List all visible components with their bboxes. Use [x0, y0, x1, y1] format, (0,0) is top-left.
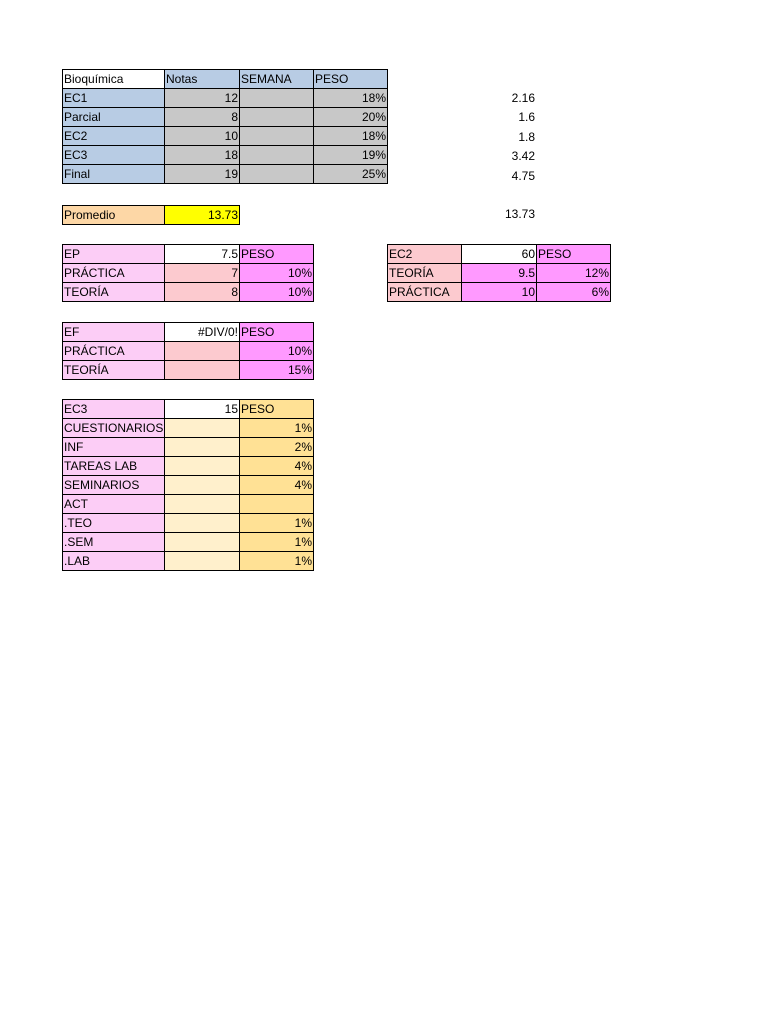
table-row	[63, 165, 388, 184]
row-nota[interactable]: 12	[165, 89, 240, 108]
ep-header-row	[63, 245, 314, 264]
calc-ec3[interactable]: 3.42	[511, 149, 535, 163]
ep-label[interactable]: EP	[63, 245, 165, 264]
calc-final[interactable]: 4.75	[511, 169, 535, 183]
row-label[interactable]: TEORÍA	[63, 283, 165, 302]
row-peso[interactable]: 19%	[314, 146, 388, 165]
ec3-label[interactable]: EC3	[63, 400, 165, 419]
ec2-header-row	[388, 245, 611, 264]
row-value[interactable]: 8	[165, 283, 240, 302]
row-label[interactable]: Parcial	[63, 108, 165, 127]
ec2-peso-header[interactable]: PESO	[537, 245, 611, 264]
ef-label[interactable]: EF	[63, 323, 165, 342]
row-peso[interactable]: 10%	[240, 283, 314, 302]
table-row	[63, 438, 314, 457]
table-row	[388, 264, 611, 283]
row-label[interactable]: TAREAS LAB	[63, 457, 165, 476]
row-label[interactable]: INF	[63, 438, 165, 457]
row-value[interactable]: 7	[165, 264, 240, 283]
row-peso[interactable]	[240, 495, 314, 514]
ef-header-row	[63, 323, 314, 342]
row-value[interactable]	[165, 457, 240, 476]
promedio-row	[63, 206, 240, 225]
promedio-label[interactable]: Promedio	[63, 206, 165, 225]
row-peso[interactable]: 1%	[240, 552, 314, 571]
row-peso[interactable]: 12%	[537, 264, 611, 283]
main-header-row	[63, 70, 388, 89]
row-nota[interactable]: 19	[165, 165, 240, 184]
row-semana[interactable]	[240, 108, 314, 127]
table-row	[63, 146, 388, 165]
ec2-table	[387, 244, 611, 302]
ep-peso-header[interactable]: PESO	[240, 245, 314, 264]
ec3-table	[62, 399, 314, 571]
row-label[interactable]: EC3	[63, 146, 165, 165]
row-peso[interactable]: 4%	[240, 476, 314, 495]
row-label[interactable]: PRÁCTICA	[63, 342, 165, 361]
row-label[interactable]: EC1	[63, 89, 165, 108]
row-label[interactable]: PRÁCTICA	[63, 264, 165, 283]
calc-total[interactable]: 13.73	[504, 207, 535, 221]
table-row	[63, 457, 314, 476]
row-semana[interactable]	[240, 165, 314, 184]
table-row	[63, 514, 314, 533]
ec2-value[interactable]: 60	[462, 245, 537, 264]
row-value[interactable]	[165, 514, 240, 533]
row-peso[interactable]: 2%	[240, 438, 314, 457]
table-row	[63, 89, 388, 108]
row-nota[interactable]: 18	[165, 146, 240, 165]
promedio-table	[62, 205, 240, 225]
row-label[interactable]: SEMINARIOS	[63, 476, 165, 495]
table-row	[63, 533, 314, 552]
row-peso[interactable]: 1%	[240, 533, 314, 552]
ec2-label[interactable]: EC2	[388, 245, 462, 264]
table-row	[63, 495, 314, 514]
table-row	[63, 108, 388, 127]
row-label[interactable]: EC2	[63, 127, 165, 146]
ec3-value[interactable]: 15	[165, 400, 240, 419]
row-label[interactable]: ACT	[63, 495, 165, 514]
row-value[interactable]	[165, 476, 240, 495]
row-peso[interactable]: 15%	[240, 361, 314, 380]
ec3-peso-header[interactable]: PESO	[240, 400, 314, 419]
row-label[interactable]: CUESTIONARIOS	[63, 419, 165, 438]
table-row	[63, 476, 314, 495]
promedio-value[interactable]: 13.73	[165, 206, 240, 225]
row-value[interactable]: 10	[462, 283, 537, 302]
row-label[interactable]: PRÁCTICA	[388, 283, 462, 302]
row-peso[interactable]: 20%	[314, 108, 388, 127]
row-semana[interactable]	[240, 89, 314, 108]
table-row	[63, 283, 314, 302]
row-label[interactable]: TEORÍA	[63, 361, 165, 380]
row-nota[interactable]: 8	[165, 108, 240, 127]
row-peso[interactable]: 10%	[240, 264, 314, 283]
row-peso[interactable]: 18%	[314, 89, 388, 108]
row-label[interactable]: .TEO	[63, 514, 165, 533]
ep-table	[62, 244, 314, 302]
row-peso[interactable]: 1%	[240, 419, 314, 438]
row-peso[interactable]: 18%	[314, 127, 388, 146]
calc-ec1[interactable]: 2.16	[511, 91, 535, 105]
row-peso[interactable]: 6%	[537, 283, 611, 302]
calc-ec2[interactable]: 1.8	[518, 130, 535, 144]
row-peso[interactable]: 10%	[240, 342, 314, 361]
ef-table	[62, 322, 314, 380]
row-value[interactable]	[165, 552, 240, 571]
row-nota[interactable]: 10	[165, 127, 240, 146]
ef-peso-header[interactable]: PESO	[240, 323, 314, 342]
row-value[interactable]	[165, 419, 240, 438]
row-semana[interactable]	[240, 127, 314, 146]
table-row	[388, 283, 611, 302]
table-row	[63, 419, 314, 438]
row-value[interactable]	[165, 361, 240, 380]
table-row	[63, 361, 314, 380]
table-row	[63, 552, 314, 571]
header-peso[interactable]: PESO	[314, 70, 388, 89]
header-semana[interactable]: SEMANA	[240, 70, 314, 89]
row-label[interactable]: .LAB	[63, 552, 165, 571]
row-peso[interactable]: 25%	[314, 165, 388, 184]
row-value[interactable]	[165, 342, 240, 361]
header-notas[interactable]: Notas	[165, 70, 240, 89]
ef-value[interactable]: #DIV/0!	[165, 323, 240, 342]
ep-value[interactable]: 7.5	[165, 245, 240, 264]
row-value[interactable]: 9.5	[462, 264, 537, 283]
table-row	[63, 127, 388, 146]
row-value[interactable]	[165, 495, 240, 514]
row-label[interactable]: TEORÍA	[388, 264, 462, 283]
row-peso[interactable]: 1%	[240, 514, 314, 533]
row-label[interactable]: Final	[63, 165, 165, 184]
row-value[interactable]	[165, 533, 240, 552]
main-grades-table	[62, 69, 388, 184]
row-semana[interactable]	[240, 146, 314, 165]
ec3-header-row	[63, 400, 314, 419]
table-row	[63, 264, 314, 283]
row-label[interactable]: .SEM	[63, 533, 165, 552]
row-peso[interactable]: 4%	[240, 457, 314, 476]
table-row	[63, 342, 314, 361]
calc-parcial[interactable]: 1.6	[518, 110, 535, 124]
header-bioquimica[interactable]: Bioquímica	[63, 70, 165, 89]
row-value[interactable]	[165, 438, 240, 457]
